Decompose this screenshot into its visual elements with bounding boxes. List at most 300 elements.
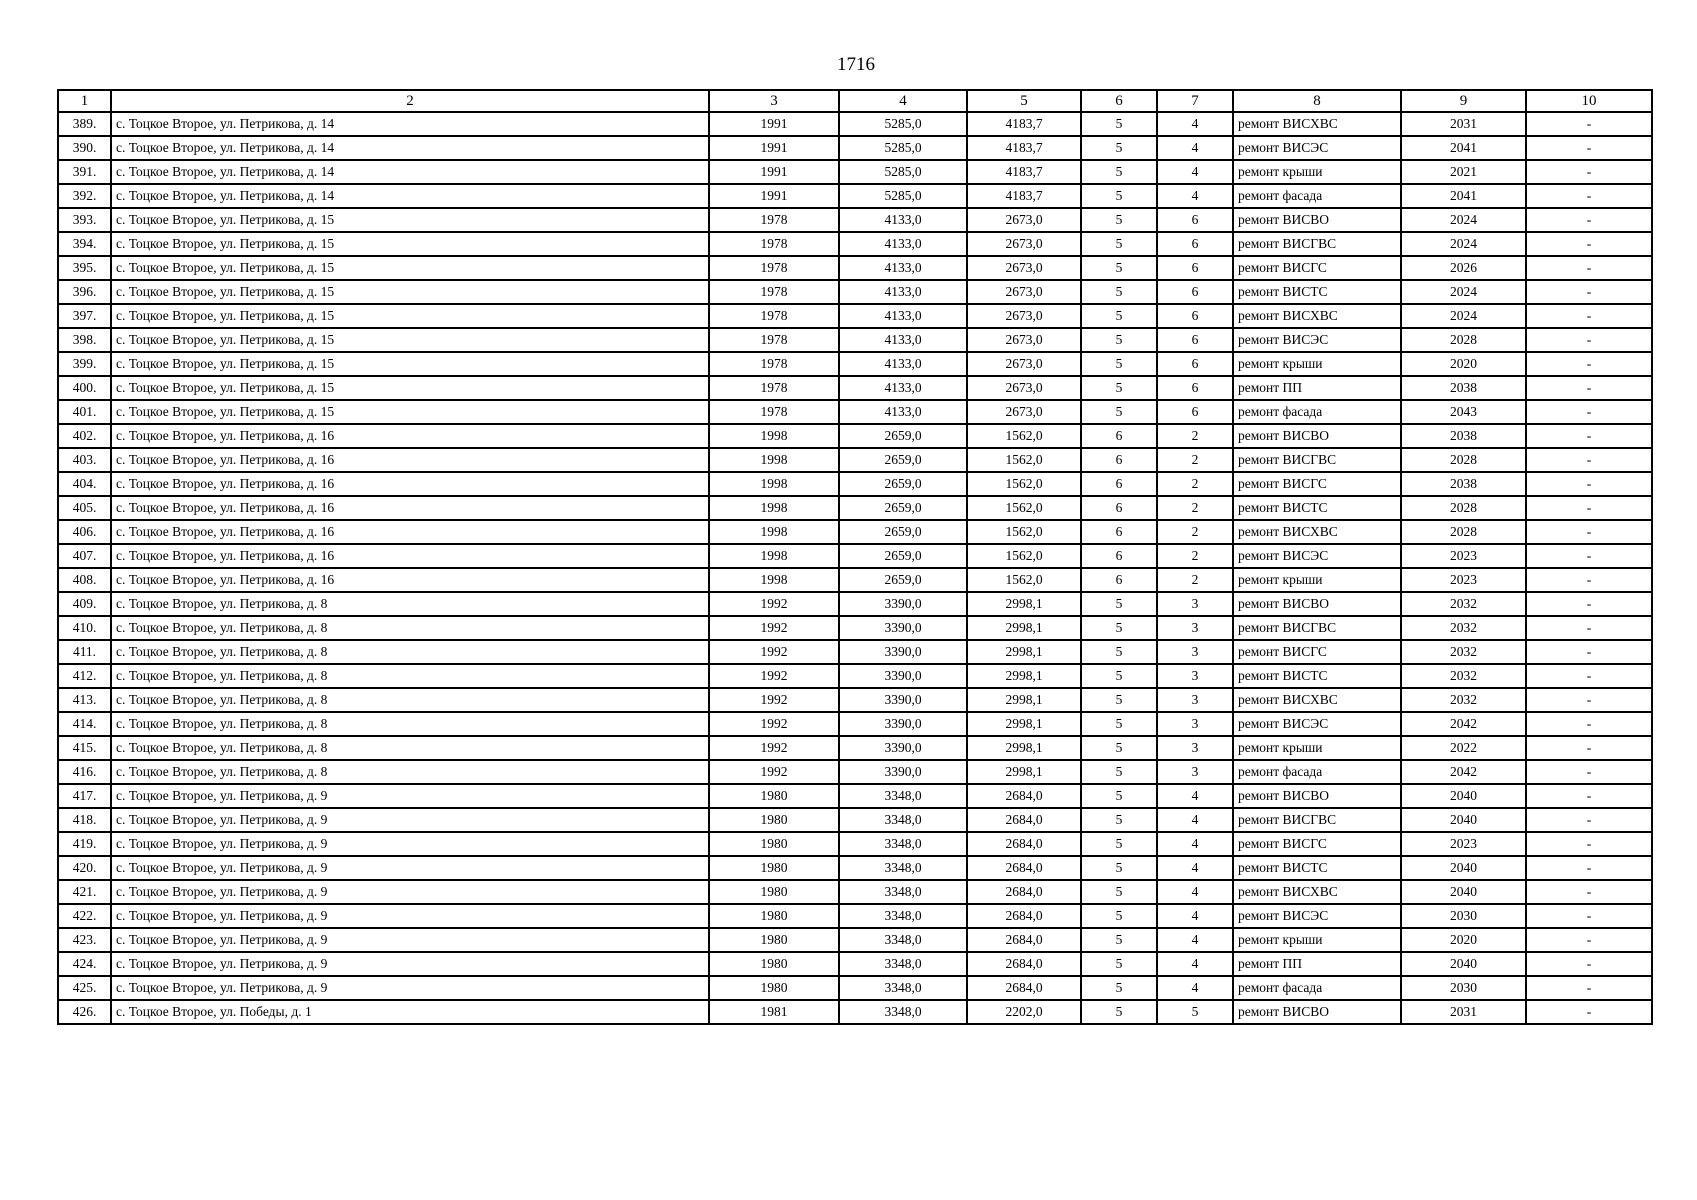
- living-area-cell: 1562,0: [967, 544, 1081, 568]
- work-type-cell: ремонт ВИСГС: [1233, 472, 1401, 496]
- table-row: [58, 424, 1652, 448]
- address-cell: с. Тоцкое Второе, ул. Петрикова, д. 15: [111, 304, 709, 328]
- work-type-cell: ремонт ВИСТС: [1233, 664, 1401, 688]
- address-cell: с. Тоцкое Второе, ул. Петрикова, д. 15: [111, 376, 709, 400]
- work-type-cell: ремонт ВИСГС: [1233, 832, 1401, 856]
- living-area-cell: 2684,0: [967, 880, 1081, 904]
- work-type-cell: ремонт ВИСХВС: [1233, 520, 1401, 544]
- table-row: [58, 976, 1652, 1000]
- column-header-4: 4: [839, 90, 967, 112]
- floors-cell: 5: [1081, 784, 1157, 808]
- data-table: [57, 89, 1653, 1025]
- note-cell: -: [1526, 424, 1652, 448]
- floors-cell: 5: [1081, 1000, 1157, 1024]
- plan-year-cell: 2038: [1401, 376, 1526, 400]
- total-area-cell: 4133,0: [839, 328, 967, 352]
- entrances-cell: 3: [1157, 592, 1233, 616]
- work-type-cell: ремонт ВИСВО: [1233, 424, 1401, 448]
- total-area-cell: 3348,0: [839, 904, 967, 928]
- table-row: [58, 784, 1652, 808]
- living-area-cell: 2673,0: [967, 232, 1081, 256]
- note-cell: -: [1526, 568, 1652, 592]
- note-cell: -: [1526, 640, 1652, 664]
- row-number-cell: 406.: [58, 520, 111, 544]
- column-header-8: 8: [1233, 90, 1401, 112]
- work-type-cell: ремонт крыши: [1233, 352, 1401, 376]
- year-cell: 1991: [709, 160, 839, 184]
- note-cell: -: [1526, 400, 1652, 424]
- plan-year-cell: 2024: [1401, 280, 1526, 304]
- plan-year-cell: 2041: [1401, 184, 1526, 208]
- work-type-cell: ремонт ВИСВО: [1233, 1000, 1401, 1024]
- table-row: [58, 496, 1652, 520]
- column-header-6: 6: [1081, 90, 1157, 112]
- address-cell: с. Тоцкое Второе, ул. Петрикова, д. 15: [111, 280, 709, 304]
- work-type-cell: ремонт крыши: [1233, 568, 1401, 592]
- floors-cell: 5: [1081, 256, 1157, 280]
- table-header-row: [58, 90, 1652, 112]
- table-row: [58, 568, 1652, 592]
- note-cell: -: [1526, 136, 1652, 160]
- total-area-cell: 3348,0: [839, 880, 967, 904]
- entrances-cell: 5: [1157, 1000, 1233, 1024]
- plan-year-cell: 2024: [1401, 232, 1526, 256]
- entrances-cell: 2: [1157, 424, 1233, 448]
- floors-cell: 5: [1081, 280, 1157, 304]
- work-type-cell: ремонт ВИСВО: [1233, 784, 1401, 808]
- address-cell: с. Тоцкое Второе, ул. Петрикова, д. 16: [111, 568, 709, 592]
- row-number-cell: 404.: [58, 472, 111, 496]
- living-area-cell: 1562,0: [967, 448, 1081, 472]
- note-cell: -: [1526, 256, 1652, 280]
- address-cell: с. Тоцкое Второе, ул. Петрикова, д. 8: [111, 616, 709, 640]
- address-cell: с. Тоцкое Второе, ул. Петрикова, д. 16: [111, 520, 709, 544]
- year-cell: 1978: [709, 328, 839, 352]
- row-number-cell: 415.: [58, 736, 111, 760]
- work-type-cell: ремонт ВИСТС: [1233, 856, 1401, 880]
- note-cell: -: [1526, 112, 1652, 136]
- year-cell: 1992: [709, 592, 839, 616]
- living-area-cell: 1562,0: [967, 496, 1081, 520]
- living-area-cell: 2684,0: [967, 856, 1081, 880]
- address-cell: с. Тоцкое Второе, ул. Петрикова, д. 8: [111, 712, 709, 736]
- total-area-cell: 2659,0: [839, 568, 967, 592]
- address-cell: с. Тоцкое Второе, ул. Петрикова, д. 14: [111, 112, 709, 136]
- plan-year-cell: 2032: [1401, 688, 1526, 712]
- floors-cell: 5: [1081, 352, 1157, 376]
- living-area-cell: 2998,1: [967, 760, 1081, 784]
- year-cell: 1980: [709, 904, 839, 928]
- plan-year-cell: 2024: [1401, 304, 1526, 328]
- entrances-cell: 4: [1157, 832, 1233, 856]
- year-cell: 1978: [709, 352, 839, 376]
- plan-year-cell: 2024: [1401, 208, 1526, 232]
- total-area-cell: 3390,0: [839, 640, 967, 664]
- work-type-cell: ремонт ВИСГВС: [1233, 448, 1401, 472]
- note-cell: -: [1526, 880, 1652, 904]
- address-cell: с. Тоцкое Второе, ул. Петрикова, д. 9: [111, 832, 709, 856]
- living-area-cell: 2684,0: [967, 808, 1081, 832]
- table-row: [58, 760, 1652, 784]
- entrances-cell: 6: [1157, 280, 1233, 304]
- year-cell: 1980: [709, 976, 839, 1000]
- total-area-cell: 5285,0: [839, 112, 967, 136]
- address-cell: с. Тоцкое Второе, ул. Петрикова, д. 16: [111, 544, 709, 568]
- living-area-cell: 2673,0: [967, 280, 1081, 304]
- note-cell: -: [1526, 544, 1652, 568]
- living-area-cell: 4183,7: [967, 184, 1081, 208]
- entrances-cell: 2: [1157, 520, 1233, 544]
- total-area-cell: 2659,0: [839, 424, 967, 448]
- floors-cell: 6: [1081, 424, 1157, 448]
- note-cell: -: [1526, 856, 1652, 880]
- entrances-cell: 2: [1157, 448, 1233, 472]
- living-area-cell: 2998,1: [967, 736, 1081, 760]
- row-number-cell: 393.: [58, 208, 111, 232]
- living-area-cell: 2684,0: [967, 832, 1081, 856]
- table-row: [58, 664, 1652, 688]
- table-row: [58, 928, 1652, 952]
- year-cell: 1992: [709, 760, 839, 784]
- plan-year-cell: 2021: [1401, 160, 1526, 184]
- entrances-cell: 4: [1157, 160, 1233, 184]
- note-cell: -: [1526, 784, 1652, 808]
- floors-cell: 5: [1081, 208, 1157, 232]
- living-area-cell: 2202,0: [967, 1000, 1081, 1024]
- table-row: [58, 688, 1652, 712]
- living-area-cell: 2673,0: [967, 208, 1081, 232]
- address-cell: с. Тоцкое Второе, ул. Петрикова, д. 9: [111, 856, 709, 880]
- living-area-cell: 2684,0: [967, 904, 1081, 928]
- entrances-cell: 4: [1157, 784, 1233, 808]
- table-row: [58, 856, 1652, 880]
- table-row: [58, 352, 1652, 376]
- plan-year-cell: 2032: [1401, 592, 1526, 616]
- note-cell: -: [1526, 160, 1652, 184]
- living-area-cell: 1562,0: [967, 568, 1081, 592]
- column-header-2: 2: [111, 90, 709, 112]
- work-type-cell: ремонт фасада: [1233, 976, 1401, 1000]
- entrances-cell: 2: [1157, 496, 1233, 520]
- work-type-cell: ремонт фасада: [1233, 760, 1401, 784]
- table-row: [58, 400, 1652, 424]
- row-number-cell: 397.: [58, 304, 111, 328]
- year-cell: 1998: [709, 568, 839, 592]
- table-row: [58, 520, 1652, 544]
- table-row: [58, 472, 1652, 496]
- plan-year-cell: 2040: [1401, 808, 1526, 832]
- plan-year-cell: 2028: [1401, 496, 1526, 520]
- living-area-cell: 2998,1: [967, 664, 1081, 688]
- entrances-cell: 6: [1157, 256, 1233, 280]
- year-cell: 1978: [709, 280, 839, 304]
- entrances-cell: 3: [1157, 616, 1233, 640]
- table-row: [58, 136, 1652, 160]
- living-area-cell: 1562,0: [967, 472, 1081, 496]
- table-row: [58, 232, 1652, 256]
- row-number-cell: 398.: [58, 328, 111, 352]
- note-cell: -: [1526, 952, 1652, 976]
- row-number-cell: 391.: [58, 160, 111, 184]
- year-cell: 1980: [709, 808, 839, 832]
- address-cell: с. Тоцкое Второе, ул. Петрикова, д. 9: [111, 808, 709, 832]
- row-number-cell: 419.: [58, 832, 111, 856]
- total-area-cell: 3390,0: [839, 760, 967, 784]
- year-cell: 1978: [709, 256, 839, 280]
- row-number-cell: 418.: [58, 808, 111, 832]
- total-area-cell: 3390,0: [839, 664, 967, 688]
- plan-year-cell: 2028: [1401, 520, 1526, 544]
- table-row: [58, 280, 1652, 304]
- floors-cell: 6: [1081, 544, 1157, 568]
- work-type-cell: ремонт ВИСЭС: [1233, 712, 1401, 736]
- plan-year-cell: 2023: [1401, 568, 1526, 592]
- row-number-cell: 411.: [58, 640, 111, 664]
- note-cell: -: [1526, 736, 1652, 760]
- work-type-cell: ремонт ВИСТС: [1233, 280, 1401, 304]
- living-area-cell: 2998,1: [967, 688, 1081, 712]
- year-cell: 1978: [709, 400, 839, 424]
- total-area-cell: 5285,0: [839, 136, 967, 160]
- total-area-cell: 3348,0: [839, 832, 967, 856]
- work-type-cell: ремонт ВИСГС: [1233, 256, 1401, 280]
- entrances-cell: 6: [1157, 208, 1233, 232]
- address-cell: с. Тоцкое Второе, ул. Петрикова, д. 15: [111, 400, 709, 424]
- entrances-cell: 3: [1157, 688, 1233, 712]
- row-number-cell: 400.: [58, 376, 111, 400]
- address-cell: с. Тоцкое Второе, ул. Петрикова, д. 9: [111, 880, 709, 904]
- floors-cell: 5: [1081, 760, 1157, 784]
- total-area-cell: 4133,0: [839, 256, 967, 280]
- total-area-cell: 3348,0: [839, 856, 967, 880]
- plan-year-cell: 2032: [1401, 640, 1526, 664]
- plan-year-cell: 2042: [1401, 760, 1526, 784]
- living-area-cell: 2673,0: [967, 352, 1081, 376]
- plan-year-cell: 2031: [1401, 1000, 1526, 1024]
- floors-cell: 5: [1081, 712, 1157, 736]
- living-area-cell: 2673,0: [967, 304, 1081, 328]
- table-body: [58, 112, 1652, 1024]
- address-cell: с. Тоцкое Второе, ул. Петрикова, д. 15: [111, 208, 709, 232]
- address-cell: с. Тоцкое Второе, ул. Петрикова, д. 14: [111, 160, 709, 184]
- year-cell: 1978: [709, 208, 839, 232]
- entrances-cell: 3: [1157, 760, 1233, 784]
- floors-cell: 5: [1081, 232, 1157, 256]
- plan-year-cell: 2028: [1401, 328, 1526, 352]
- total-area-cell: 4133,0: [839, 352, 967, 376]
- work-type-cell: ремонт ВИСЭС: [1233, 904, 1401, 928]
- total-area-cell: 3390,0: [839, 616, 967, 640]
- living-area-cell: 2673,0: [967, 400, 1081, 424]
- year-cell: 1992: [709, 712, 839, 736]
- plan-year-cell: 2038: [1401, 472, 1526, 496]
- address-cell: с. Тоцкое Второе, ул. Петрикова, д. 8: [111, 640, 709, 664]
- floors-cell: 5: [1081, 808, 1157, 832]
- floors-cell: 5: [1081, 952, 1157, 976]
- plan-year-cell: 2020: [1401, 352, 1526, 376]
- living-area-cell: 2684,0: [967, 928, 1081, 952]
- entrances-cell: 4: [1157, 904, 1233, 928]
- address-cell: с. Тоцкое Второе, ул. Петрикова, д. 9: [111, 904, 709, 928]
- living-area-cell: 2684,0: [967, 952, 1081, 976]
- note-cell: -: [1526, 616, 1652, 640]
- table-row: [58, 736, 1652, 760]
- year-cell: 1992: [709, 616, 839, 640]
- work-type-cell: ремонт ВИСГВС: [1233, 808, 1401, 832]
- plan-year-cell: 2030: [1401, 904, 1526, 928]
- note-cell: -: [1526, 328, 1652, 352]
- floors-cell: 5: [1081, 160, 1157, 184]
- note-cell: -: [1526, 1000, 1652, 1024]
- living-area-cell: 2998,1: [967, 592, 1081, 616]
- total-area-cell: 3348,0: [839, 952, 967, 976]
- table-row: [58, 808, 1652, 832]
- address-cell: с. Тоцкое Второе, ул. Петрикова, д. 14: [111, 184, 709, 208]
- row-number-cell: 410.: [58, 616, 111, 640]
- floors-cell: 6: [1081, 472, 1157, 496]
- address-cell: с. Тоцкое Второе, ул. Петрикова, д. 8: [111, 592, 709, 616]
- total-area-cell: 4133,0: [839, 280, 967, 304]
- note-cell: -: [1526, 232, 1652, 256]
- table-row: [58, 904, 1652, 928]
- total-area-cell: 2659,0: [839, 472, 967, 496]
- entrances-cell: 3: [1157, 664, 1233, 688]
- year-cell: 1980: [709, 784, 839, 808]
- entrances-cell: 6: [1157, 376, 1233, 400]
- table-row: [58, 544, 1652, 568]
- plan-year-cell: 2031: [1401, 112, 1526, 136]
- work-type-cell: ремонт ВИСВО: [1233, 592, 1401, 616]
- entrances-cell: 2: [1157, 568, 1233, 592]
- row-number-cell: 423.: [58, 928, 111, 952]
- total-area-cell: 2659,0: [839, 448, 967, 472]
- year-cell: 1981: [709, 1000, 839, 1024]
- entrances-cell: 4: [1157, 952, 1233, 976]
- entrances-cell: 6: [1157, 328, 1233, 352]
- table-row: [58, 304, 1652, 328]
- year-cell: 1992: [709, 736, 839, 760]
- year-cell: 1978: [709, 232, 839, 256]
- row-number-cell: 395.: [58, 256, 111, 280]
- total-area-cell: 4133,0: [839, 232, 967, 256]
- floors-cell: 5: [1081, 832, 1157, 856]
- living-area-cell: 4183,7: [967, 112, 1081, 136]
- note-cell: -: [1526, 520, 1652, 544]
- work-type-cell: ремонт ВИСТС: [1233, 496, 1401, 520]
- floors-cell: 5: [1081, 304, 1157, 328]
- address-cell: с. Тоцкое Второе, ул. Петрикова, д. 8: [111, 760, 709, 784]
- table-row: [58, 112, 1652, 136]
- entrances-cell: 6: [1157, 232, 1233, 256]
- row-number-cell: 424.: [58, 952, 111, 976]
- address-cell: с. Тоцкое Второе, ул. Петрикова, д. 15: [111, 232, 709, 256]
- year-cell: 1998: [709, 424, 839, 448]
- entrances-cell: 4: [1157, 856, 1233, 880]
- living-area-cell: 2998,1: [967, 616, 1081, 640]
- row-number-cell: 403.: [58, 448, 111, 472]
- note-cell: -: [1526, 592, 1652, 616]
- table-row: [58, 832, 1652, 856]
- column-header-9: 9: [1401, 90, 1526, 112]
- row-number-cell: 421.: [58, 880, 111, 904]
- column-header-3: 3: [709, 90, 839, 112]
- address-cell: с. Тоцкое Второе, ул. Петрикова, д. 15: [111, 256, 709, 280]
- row-number-cell: 416.: [58, 760, 111, 784]
- row-number-cell: 405.: [58, 496, 111, 520]
- year-cell: 1980: [709, 832, 839, 856]
- entrances-cell: 4: [1157, 136, 1233, 160]
- row-number-cell: 412.: [58, 664, 111, 688]
- address-cell: с. Тоцкое Второе, ул. Петрикова, д. 14: [111, 136, 709, 160]
- entrances-cell: 3: [1157, 712, 1233, 736]
- entrances-cell: 2: [1157, 544, 1233, 568]
- note-cell: -: [1526, 280, 1652, 304]
- table-row: [58, 328, 1652, 352]
- note-cell: -: [1526, 808, 1652, 832]
- address-cell: с. Тоцкое Второе, ул. Петрикова, д. 15: [111, 352, 709, 376]
- work-type-cell: ремонт фасада: [1233, 184, 1401, 208]
- address-cell: с. Тоцкое Второе, ул. Петрикова, д. 16: [111, 424, 709, 448]
- row-number-cell: 420.: [58, 856, 111, 880]
- living-area-cell: 2673,0: [967, 328, 1081, 352]
- table-row: [58, 376, 1652, 400]
- plan-year-cell: 2032: [1401, 664, 1526, 688]
- floors-cell: 5: [1081, 592, 1157, 616]
- total-area-cell: 2659,0: [839, 520, 967, 544]
- work-type-cell: ремонт ВИСГС: [1233, 640, 1401, 664]
- year-cell: 1992: [709, 688, 839, 712]
- column-header-1: 1: [58, 90, 111, 112]
- entrances-cell: 4: [1157, 808, 1233, 832]
- table-row: [58, 184, 1652, 208]
- total-area-cell: 3390,0: [839, 592, 967, 616]
- total-area-cell: 4133,0: [839, 400, 967, 424]
- total-area-cell: 2659,0: [839, 496, 967, 520]
- plan-year-cell: 2042: [1401, 712, 1526, 736]
- floors-cell: 5: [1081, 136, 1157, 160]
- year-cell: 1998: [709, 544, 839, 568]
- entrances-cell: 4: [1157, 184, 1233, 208]
- floors-cell: 5: [1081, 688, 1157, 712]
- row-number-cell: 399.: [58, 352, 111, 376]
- total-area-cell: 3390,0: [839, 688, 967, 712]
- year-cell: 1980: [709, 928, 839, 952]
- floors-cell: 6: [1081, 448, 1157, 472]
- row-number-cell: 422.: [58, 904, 111, 928]
- row-number-cell: 417.: [58, 784, 111, 808]
- floors-cell: 5: [1081, 328, 1157, 352]
- work-type-cell: ремонт ВИСХВС: [1233, 304, 1401, 328]
- plan-year-cell: 2032: [1401, 616, 1526, 640]
- year-cell: 1991: [709, 184, 839, 208]
- floors-cell: 5: [1081, 112, 1157, 136]
- plan-year-cell: 2040: [1401, 952, 1526, 976]
- table-row: [58, 160, 1652, 184]
- table-row: [58, 952, 1652, 976]
- living-area-cell: 2998,1: [967, 640, 1081, 664]
- note-cell: -: [1526, 832, 1652, 856]
- table-row: [58, 712, 1652, 736]
- address-cell: с. Тоцкое Второе, ул. Петрикова, д. 9: [111, 784, 709, 808]
- address-cell: с. Тоцкое Второе, ул. Петрикова, д. 16: [111, 448, 709, 472]
- address-cell: с. Тоцкое Второе, ул. Петрикова, д. 8: [111, 688, 709, 712]
- table-row: [58, 880, 1652, 904]
- work-type-cell: ремонт ПП: [1233, 952, 1401, 976]
- entrances-cell: 4: [1157, 880, 1233, 904]
- note-cell: -: [1526, 976, 1652, 1000]
- floors-cell: 6: [1081, 568, 1157, 592]
- total-area-cell: 3348,0: [839, 1000, 967, 1024]
